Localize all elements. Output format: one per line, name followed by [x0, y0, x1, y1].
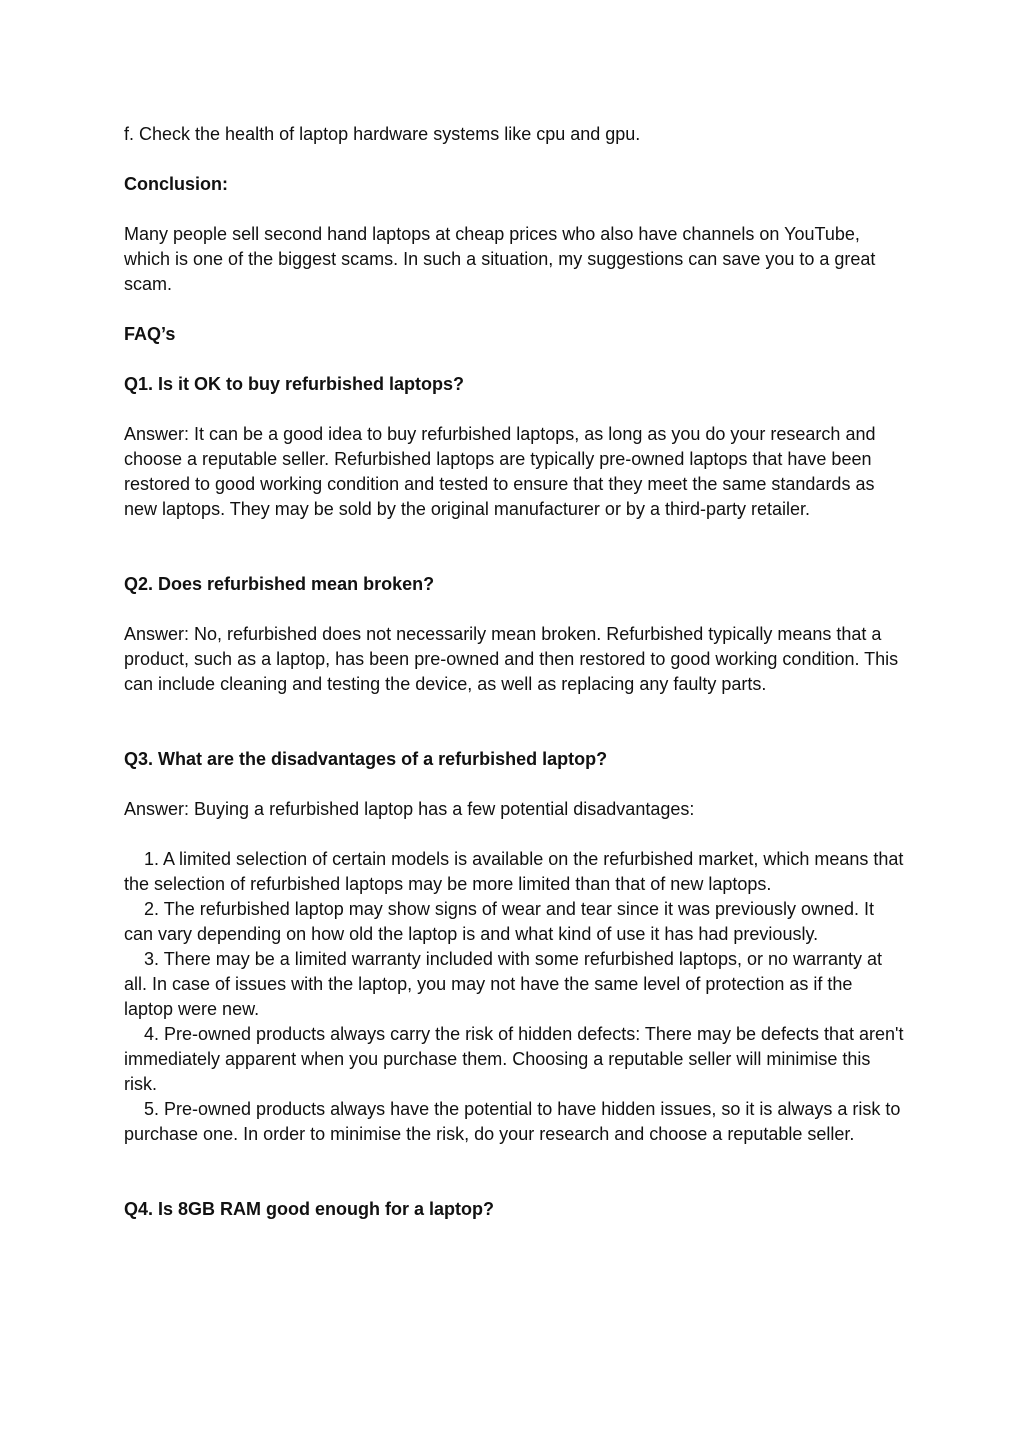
list-item: 4. Pre-owned products always carry the risk of hidden defects: There may be defects that aren't immediately apparent when you purchase them. Choosing a reputable seller will minimise this risk.: [124, 1024, 904, 1094]
spacer: [124, 1172, 904, 1197]
document-page: [124, 122, 904, 1247]
intro-line: f. Check the health of laptop hardware systems like cpu and gpu.: [124, 124, 641, 144]
faq-heading: FAQ’s: [124, 324, 176, 344]
q1-question: Q1. Is it OK to buy refurbished laptops?: [124, 374, 465, 394]
q2-question: Q2. Does refurbished mean broken?: [124, 574, 435, 594]
q2-answer: Answer: No, refurbished does not necessarily mean broken. Refurbished typically means that a product, such as a laptop, has been pre-owned and then restored to good working condition. This can include cleaning and testing the device, as well as replacing any faulty parts.: [124, 624, 899, 694]
list-item: 5. Pre-owned products always have the potential to have hidden issues, so it is always a risk to purchase one. In order to minimise the risk, do your research and choose a reputable seller.: [124, 1099, 901, 1144]
list-item: 2. The refurbished laptop may show signs of wear and tear since it was previously owned. It can vary depending on how old the laptop is and what kind of use it has had previously.: [124, 899, 875, 944]
spacer: [124, 722, 904, 747]
q3-disadvantages-list: [124, 847, 904, 1147]
spacer: [124, 547, 904, 572]
list-item: 1. A limited selection of certain models is available on the refurbished market, which means that the selection of refurbished laptops may be more limited than that of new laptops.: [124, 849, 904, 894]
list-item: 3. There may be a limited warranty included with some refurbished laptops, or no warranty at all. In case of issues with the laptop, you may not have the same level of protection as if the laptop were new.: [124, 949, 883, 1019]
q1-answer: Answer: It can be a good idea to buy refurbished laptops, as long as you do your research and choose a reputable seller. Refurbished laptops are typically pre-owned laptops that have been restored to good working condition and tested to ensure that they meet the same standards as new laptops. They may be sold by the original manufacturer or by a third-party retailer.: [124, 424, 876, 519]
q4-question: Q4. Is 8GB RAM good enough for a laptop?: [124, 1199, 494, 1219]
conclusion-text: Many people sell second hand laptops at cheap prices who also have channels on YouTube, which is one of the biggest scams. In such a situation, my suggestions can save you to a great scam.: [124, 224, 876, 294]
conclusion-heading: Conclusion:: [124, 174, 228, 194]
q3-question: Q3. What are the disadvantages of a refurbished laptop?: [124, 749, 608, 769]
q3-answer-intro: Answer: Buying a refurbished laptop has a few potential disadvantages:: [124, 799, 695, 819]
